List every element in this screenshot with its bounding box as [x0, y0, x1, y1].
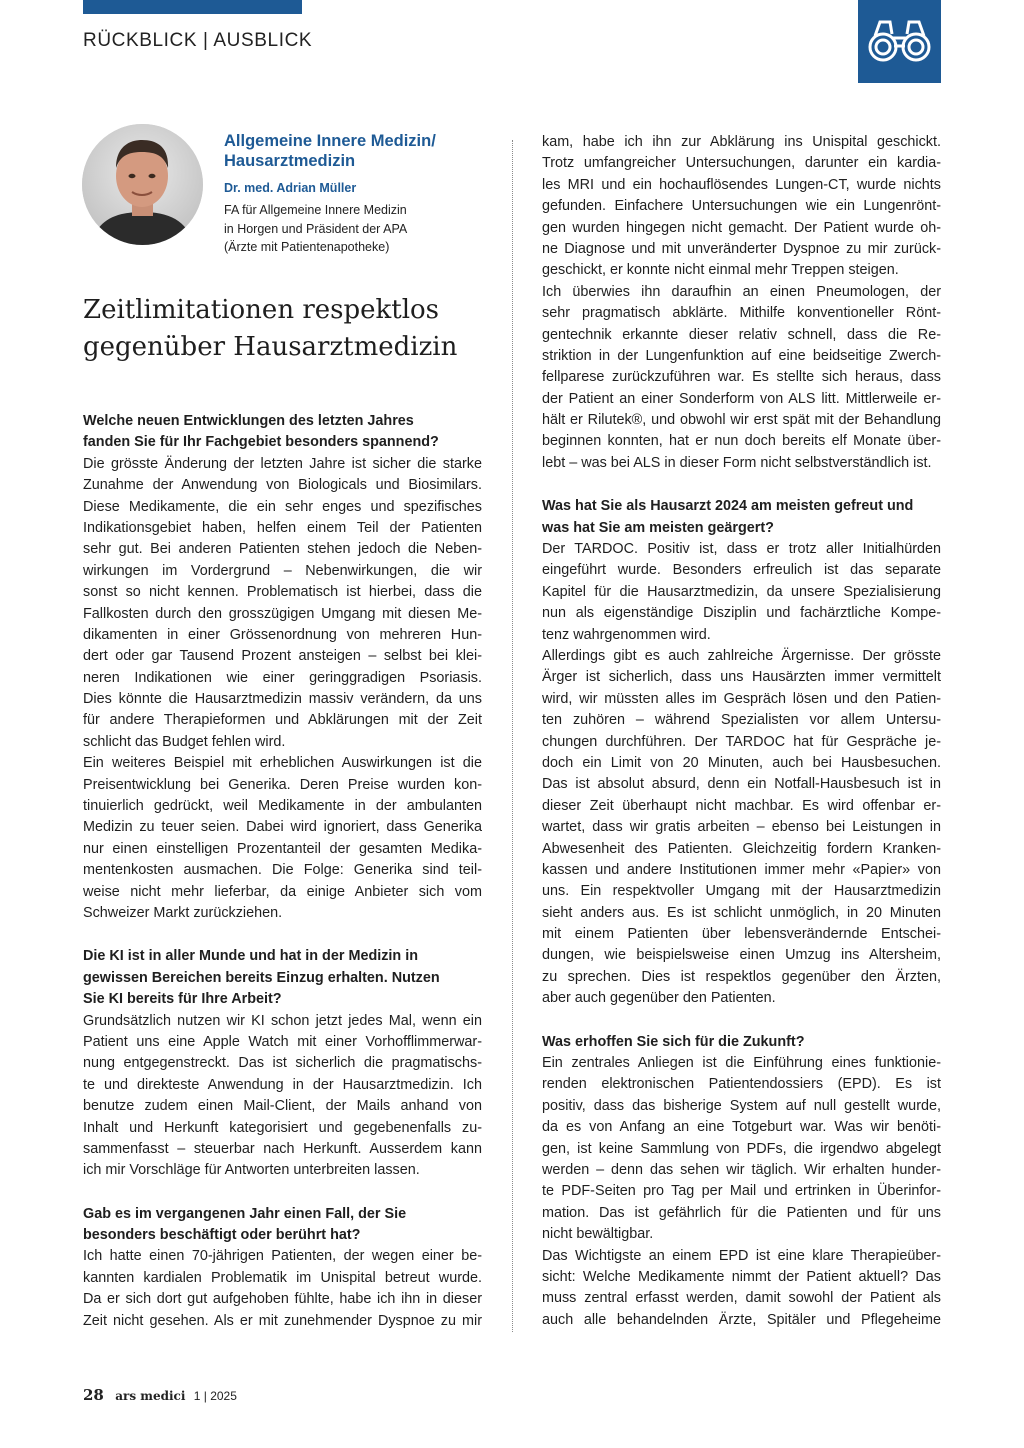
text-line: Zunahme der Anwendung von Biologicals und Biosimilars. — [83, 477, 482, 494]
text-line: Gab es im vergangenen Jahr einen Fall, der Sie — [83, 1205, 407, 1222]
text-line: Das ist absolut absurd, denn ein Notfall-Hausbesuch ist in — [542, 776, 941, 793]
text-line: Preisentwicklung bei Generika. Deren Preise wurden kon- — [83, 776, 482, 793]
text-line: Abwesenheit des Patienten. Gleichzeitig fordern Kranken- — [542, 840, 941, 857]
text-line: da es von Anfang an eine Totgeburt war. Was wir benöti- — [542, 1119, 941, 1136]
text-line: sieht anders aus. Es ist schlicht unmöglich, in 20 Minuten — [542, 904, 941, 921]
text-line: der Patient an einer Sonderform von ALS litt. Mittlerweile er- — [542, 390, 941, 407]
answer-paragraph — [542, 282, 941, 475]
text-line: wirkungen im Vordergrund – Nebenwirkungen, die wir — [83, 562, 482, 579]
text-line: kam, habe ich ihn zur Abklärung ins Unispital geschickt. — [542, 134, 941, 150]
text-line: mit einem Patienten über lebensverändernde Entschei- — [542, 926, 941, 943]
answer-paragraph — [542, 539, 941, 646]
text-line: ich mir Vorschläge für Antworten unterbreiten lassen. — [83, 1162, 420, 1179]
text-line: Ich hatte einen 70-jährigen Patienten, der wegen einer be- — [83, 1248, 482, 1265]
author-desc-line: in Horgen und Präsident der APA — [224, 221, 408, 236]
section-gap — [83, 924, 482, 946]
text-line: nur einen einstelligen Prozentanteil der gesamten Medika- — [83, 840, 482, 857]
specialty-title — [224, 131, 436, 171]
text-line: dieser Zeit überhaupt nicht machbar. Es wird offenbar er- — [542, 797, 941, 814]
text-line: Grundsätzlich nutzen wir KI schon jetzt jedes Mal, wenn ein — [83, 1012, 482, 1029]
text-line: gentechnik erkannte dieser relativ schnell, dass die Re- — [542, 326, 941, 343]
text-line: dikamenten in einer Grössenordnung von mehreren Hun- — [83, 626, 482, 643]
answer-paragraph — [83, 1246, 482, 1332]
text-line: geschickt, er konnte nicht einmal mehr Treppen steigen. — [542, 262, 899, 279]
text-line: schlicht das Budget fehlen wird. — [83, 733, 286, 750]
text-line: tenz wahrgenommen wird. — [542, 626, 711, 643]
text-line: benutze zudem einen Mail-Client, der Mails anhand von — [83, 1098, 482, 1115]
section-gap — [83, 1182, 482, 1204]
text-line: chungen durchführen. Der TARDOC hat für Gespräche je- — [542, 733, 941, 750]
answer-paragraph — [542, 646, 941, 1010]
text-line: positiv, dass das bisherige System auf null gestellt wurde, — [542, 1097, 941, 1114]
text-line: Da er sich dort gut aufgehoben fühlte, habe ich ihn in dieser — [83, 1291, 482, 1308]
text-line: te PDF-Seiten pro Tag per Mail und ertrinken in Überinfor- — [542, 1183, 941, 1200]
issue-number: 1 | 2025 — [193, 1389, 237, 1403]
answer-paragraph — [83, 753, 482, 924]
text-line: Kapitel für die Hausarztmedizin, da unsere Spezialisierung — [542, 583, 941, 600]
page-number: 28 — [83, 1386, 104, 1404]
interview-question — [542, 1032, 941, 1053]
text-line: Zeit nicht gesehen. Als er mit zunehmender Dyspnoe zu mir — [83, 1312, 482, 1329]
text-line: muss zentral erfasst werden, damit sowohl der Patient als — [542, 1290, 941, 1307]
answer-paragraph — [83, 1011, 482, 1182]
headline-line: gegenüber Hausarztmedizin — [83, 332, 458, 362]
interview-question — [83, 1204, 482, 1247]
text-line: nung entgegenstreckt. Das ist sicherlich die pragmatischs- — [83, 1055, 482, 1072]
text-line: mation. Das ist gefährlich für die Patienten und für uns — [542, 1204, 941, 1221]
text-line: Sie KI bereits für Ihre Arbeit? — [83, 991, 282, 1008]
text-line: Ein weiteres Beispiel mit erheblichen Auswirkungen ist die — [83, 755, 482, 772]
text-line: ten zuhören – während Spezialisten vor allem Untersu- — [542, 712, 941, 729]
text-line: für andere Therapieformen und Abklärungen mit der Zeit — [83, 712, 482, 729]
author-desc-line: FA für Allgemeine Innere Medizin — [224, 203, 407, 217]
headline-line: Zeitlimitationen respektlos — [83, 295, 440, 325]
text-line: weise nicht mehr lieferbar, da einige Anbieter sich vom — [83, 883, 482, 900]
text-line: striktion in der Lungenfunktion auf eine beidseitige Zwerch- — [542, 347, 941, 364]
text-line: wird, wir müssten alles im Gespräch lösen und den Patien- — [542, 690, 941, 707]
left-column — [83, 411, 482, 1332]
answer-paragraph — [542, 132, 941, 282]
text-line: fanden Sie für Ihr Fachgebiet besonders spannend? — [83, 434, 439, 451]
specialty-line: Hausarztmedizin — [224, 152, 356, 170]
text-line: lebt – was bei ALS in dieser Form nicht selbstverständlich ist. — [542, 454, 932, 471]
text-line: eingeführt wurde. Besonders erfreulich ist das separate — [542, 562, 941, 579]
text-line: Indikationsgebiet haben, helfen einem Teil der Patienten — [83, 519, 482, 536]
text-line: Ich überwies ihn daraufhin an einen Pneumologen, der — [542, 283, 941, 300]
text-line: les MRI und ein hochauflösendes Lungen-CT, wurde nichts — [542, 176, 941, 193]
text-line: was hat Sie am meisten geärgert? — [542, 519, 774, 536]
text-line: renden elektronischen Patientendossiers (EPD). Es ist — [542, 1076, 941, 1093]
magazine-name: ars medici — [115, 1389, 186, 1403]
text-line: gen wurden hingegen nicht gemacht. Der Patient wurde oh- — [542, 219, 941, 236]
author-description — [224, 201, 407, 257]
text-line: Der TARDOC. Positiv ist, dass er trotz aller Initialhürden — [542, 541, 941, 558]
text-line: Die grösste Änderung der letzten Jahre ist sicher die starke — [83, 455, 482, 472]
answer-paragraph — [542, 1246, 941, 1332]
text-line: nun als eigenständige Disziplin und fachärztliche Kompe- — [542, 605, 941, 622]
text-line: nicht bewältigbar. — [542, 1226, 654, 1243]
text-line: Fallkosten durch den grosszügigen Umgang mit diesen Me- — [83, 605, 482, 622]
text-line: Die KI ist in aller Munde und hat in der Medizin in — [83, 948, 419, 965]
top-accent-bar — [83, 0, 302, 14]
text-line: sehr gut. Bei anderen Patienten stehen jedoch die Neben- — [83, 541, 482, 558]
column-divider — [512, 140, 513, 1332]
section-gap — [542, 1010, 941, 1032]
text-line: Medizin zu teuer seien. Dabei wird ignoriert, dass Generika — [83, 819, 482, 836]
text-line: Welche neuen Entwicklungen des letzten Jahres — [83, 413, 414, 429]
text-line: beginnen konnten, hat er nun doch bereits elf Monate über- — [542, 433, 941, 450]
page-footer — [83, 1386, 237, 1404]
text-line: Dies könnte die Hausarztmedizin massiv verändern, da uns — [83, 691, 482, 708]
text-line: Ein zentrales Anliegen ist die Einführung eines funktionie- — [542, 1055, 941, 1072]
interview-question — [542, 496, 941, 539]
text-line: neren Indikationen wie einer geringgradigen Psoriasis. — [83, 669, 482, 686]
answer-paragraph — [542, 1053, 941, 1246]
text-line: sonst so nicht kennen. Problematisch ist hierbei, dass die — [83, 584, 482, 601]
text-line: kassen und andere Institutionen immer mehr «Papier» von — [542, 861, 941, 878]
text-line: Diese Medikamente, die ein sehr enges und spezifisches — [83, 498, 482, 515]
author-portrait — [82, 124, 203, 245]
text-line: gewissen Bereichen bereits Einzug erhalten. Nutzen — [83, 969, 440, 986]
text-line: sammenfasst – steuerbar nach Herkunft. Ausserdem kann — [83, 1140, 482, 1157]
text-line: dert oder gar Tausend Prozent ansteigen – selbst bei klei- — [83, 648, 482, 665]
text-line: aber auch gegenüber den Patienten. — [542, 990, 776, 1007]
text-line: Ärger ist sicherlich, dass uns Hausärzten immer vermittelt — [542, 669, 941, 686]
text-line: kannten kardialen Problematik im Unispital betreut wurde. — [83, 1269, 482, 1286]
text-line: sehr pragmatisch abklärte. Mithilfe konventioneller Rönt- — [542, 305, 941, 322]
binoculars-icon — [866, 16, 933, 64]
specialty-line: Allgemeine Innere Medizin/ — [224, 132, 436, 150]
text-line: auch alle behandelnden Ärzte, Spitäler und Pflegeheime — [542, 1311, 941, 1328]
text-line: werden – denn das sehen wir täglich. Wir erhalten hunder- — [542, 1161, 941, 1178]
text-line: Was erhoffen Sie sich für die Zukunft? — [542, 1033, 805, 1050]
text-line: doch ein Limit von 20 Minuten, auch bei Hausbesuchen. — [542, 754, 941, 771]
text-line: uns. Ein respektvoller Umgang mit der Hausarztmedizin — [542, 883, 941, 900]
text-line: Allerdings gibt es auch zahlreiche Ärgernisse. Der grösste — [542, 647, 941, 664]
text-line: mentenkosten ausmachen. Die Folge: Generika sind teil- — [83, 862, 482, 879]
text-line: gen, ist keine Sammlung von PDFs, die irgendwo abgelegt — [542, 1140, 941, 1157]
author-desc-line: (Ärzte mit Patientenapotheke) — [224, 240, 390, 254]
text-line: Patient uns eine Apple Watch mit einer Vorhofflimmerwar- — [83, 1033, 482, 1050]
section-icon-box — [858, 0, 941, 83]
section-label: RÜCKBLICK | AUSBLICK — [83, 30, 313, 51]
section-gap — [542, 474, 941, 496]
author-name: Dr. med. Adrian Müller — [224, 181, 357, 195]
text-line: tinuierlich gedrückt, weil Medikamente in der ambulanten — [83, 798, 482, 815]
text-line: ne Diagnose und mit unveränderter Dyspnoe zu mir zurück- — [542, 240, 941, 257]
text-line: dungen, wie beispielsweise einen Umzug ins Altersheim, — [542, 947, 941, 964]
right-column — [542, 132, 941, 1331]
text-line: hält er Rilutek®, und obwohl wir erst spät mit der Behandlung — [542, 412, 941, 429]
interview-question — [83, 411, 482, 454]
text-line: Trotz umfangreicher Untersuchungen, darunter ein kardia- — [542, 155, 941, 172]
interview-question — [83, 946, 482, 1010]
text-line: te und direkteste Anwendung in der Hausarztmedizin. Ich — [83, 1076, 482, 1093]
article-headline — [83, 292, 457, 366]
text-line: zu sprechen. Dies ist respektlos gegenüber den Ärzten, — [542, 968, 941, 985]
text-line: Das Wichtigste an einem EPD ist eine klare Therapieüber- — [542, 1247, 941, 1264]
text-line: Was hat Sie als Hausarzt 2024 am meisten gefreut und — [542, 498, 914, 515]
text-line: Inhalt und Herkunft kategorisiert und gegebenenfalls zu- — [83, 1119, 482, 1136]
text-line: besonders beschäftigt oder berührt hat? — [83, 1227, 361, 1244]
text-line: sicht: Welche Medikamente nimmt der Patient aktuell? Das — [542, 1268, 941, 1285]
text-line: fellparese zurückzuführen war. Es stellte sich heraus, dass — [542, 369, 941, 386]
text-line: gefunden. Einfachere Untersuchungen wie ein Lungenrönt- — [542, 198, 941, 215]
text-line: Schweizer Markt zurückziehen. — [83, 904, 283, 921]
answer-paragraph — [83, 454, 482, 753]
text-line: wartet, dass wir gratis arbeiten – ebenso bei Leistungen in — [542, 819, 941, 836]
